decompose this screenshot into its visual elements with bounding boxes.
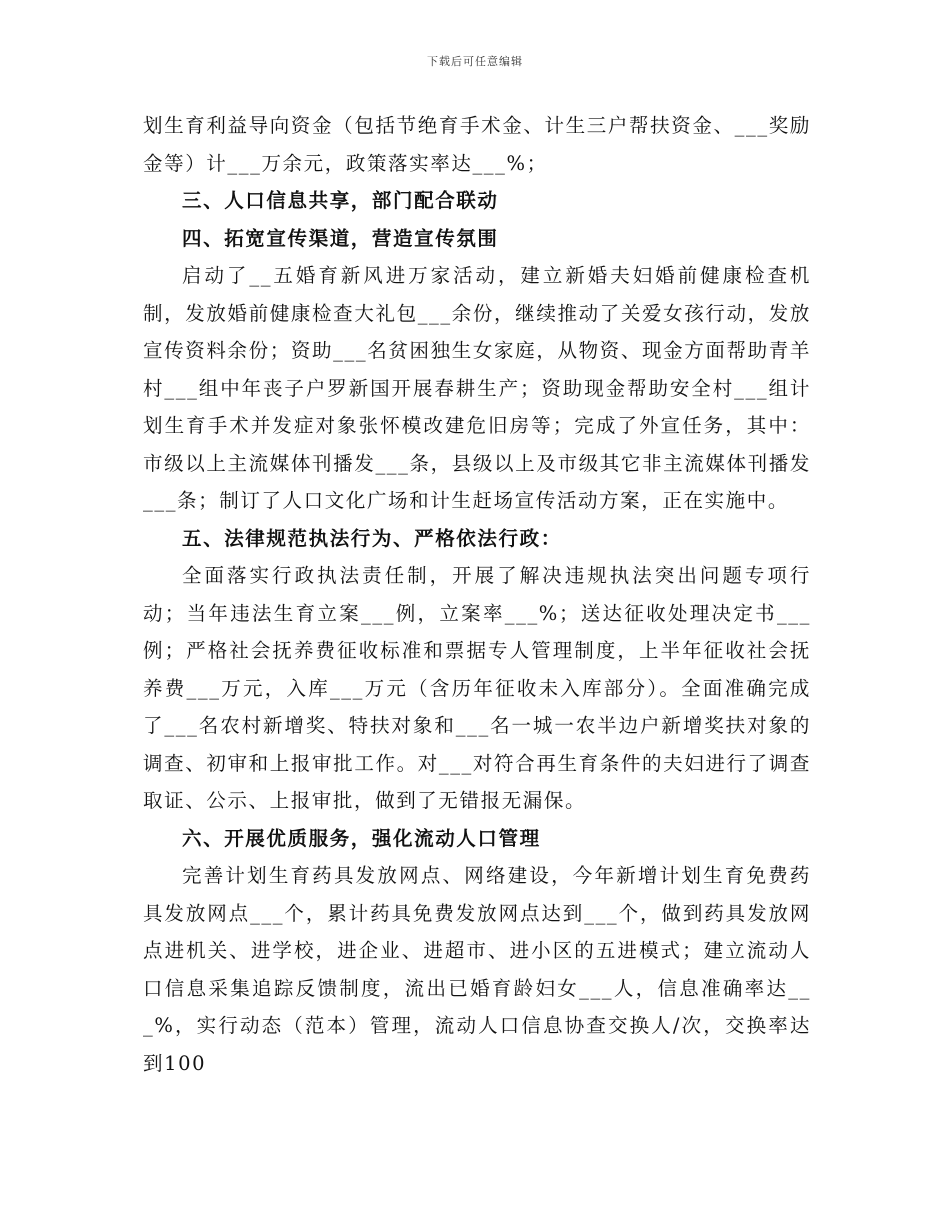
paragraph-law-enforcement: 全面落实行政执法责任制，开展了解决违规执法突出问题专项行动；当年违法生育立案___例，立案率___%；送达征收处理决定书___例；严格社会抚养费征收标准和票据专人管理制度，上半年征收社会抚养费___万元，入库___万元（含历年征收未入库部分）。全面准确完成了___名农村新增奖、特扶对象和___名一城一农半边户新增奖扶对象的调查、初审和上报审批工作。对___对符合再生育条件的夫妇进行了调查取证、公示、上报审批，做到了无错报无漏保。 [143, 564, 811, 812]
document-body [143, 107, 811, 1082]
heading-section-3: 三、人口信息共享，部门配合联动 [182, 189, 499, 212]
paragraph-publicity: 启动了__五婚育新风进万家活动，建立新婚夫妇婚前健康检查机制，发放婚前健康检查大礼包___余份，继续推动了关爱女孩行动，发放宣传资料余份；资助___名贫困独生女家庭，从物资、现金方面帮助青羊村___组中年丧子户罗新国开展春耕生产；资助现金帮助安全村___组计划生育手术并发症对象张怀模改建危旧房等；完成了外宣任务，其中：市级以上主流媒体刊播发___条，县级以上及市级其它非主流媒体刊播发___条；制订了人口文化广场和计生赶场宣传活动方案，正在实施中。 [143, 264, 811, 512]
paragraph-service: 完善计划生育药具发放网点、网络建设，今年新增计划生育免费药具发放网点___个，累计药具免费发放网点达到___个，做到药具发放网点进机关、进学校，进企业、进超市、进小区的五进模式；建立流动人口信息采集追踪反馈制度，流出已婚育龄妇女___人，信息准确率达___%，实行动态（范本）管理，流动人口信息协查交换人/次，交换率达到100 [143, 864, 811, 1075]
paragraph-funding: 划生育利益导向资金（包括节绝育手术金、计生三户帮扶资金、___奖励金等）计___万余元，政策落实率达___%； [143, 114, 811, 175]
heading-section-4: 四、拓宽宣传渠道，营造宣传氛围 [182, 226, 499, 250]
page-header-note: 下载后可任意编辑 [427, 55, 523, 68]
heading-section-5: 五、法律规范执法行为、严格依法行政： [182, 526, 562, 550]
heading-section-6: 六、开展优质服务，强化流动人口管理 [182, 826, 541, 850]
